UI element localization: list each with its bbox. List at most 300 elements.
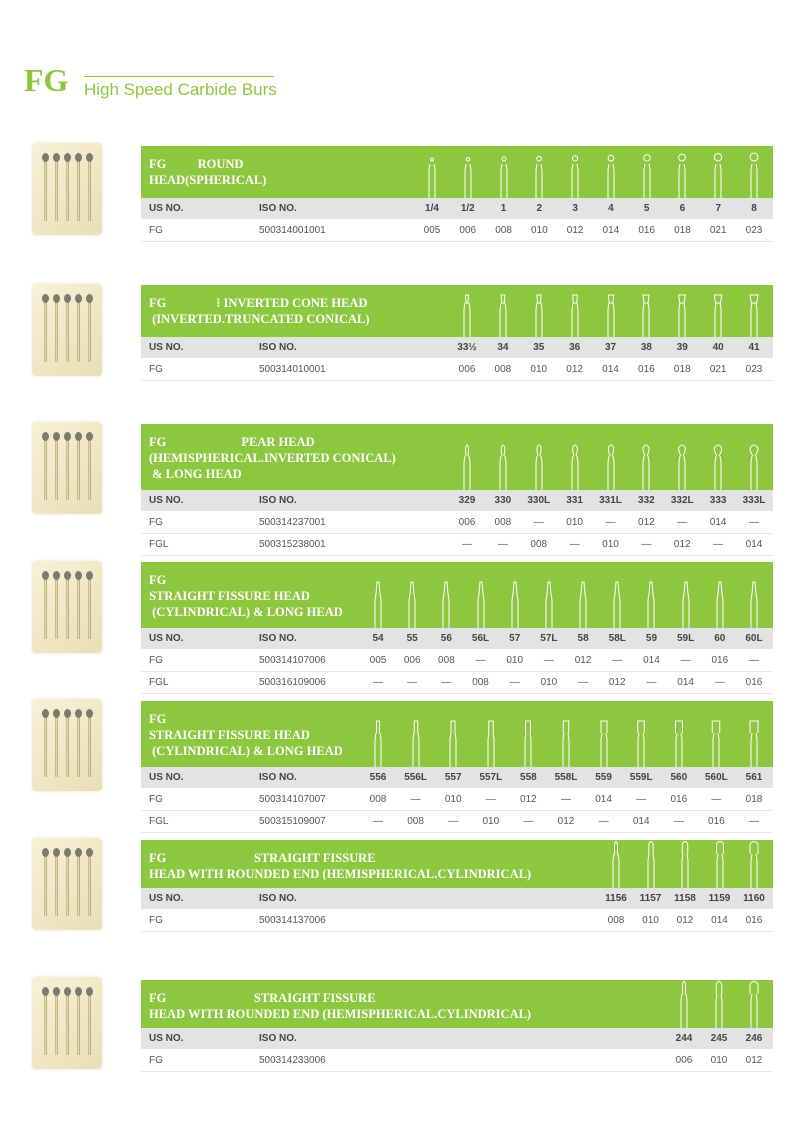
us-number: 332L <box>670 495 694 506</box>
table-header-row <box>141 198 773 219</box>
size-value: 014 <box>677 677 694 688</box>
us-number: 57 <box>509 633 521 644</box>
bur-silhouette-icon <box>596 717 612 767</box>
us-number: 330 <box>494 495 512 506</box>
bur-head <box>75 432 82 441</box>
size-value: 008 <box>438 655 455 666</box>
bur-silhouette-icon <box>567 287 583 337</box>
bur-shank <box>55 991 58 1055</box>
bur-silhouette-icon <box>495 287 511 337</box>
bur-shank <box>44 713 47 777</box>
bur-shank <box>66 852 69 916</box>
table-row <box>141 220 773 242</box>
size-value: 021 <box>709 364 727 375</box>
us-number: 332 <box>638 495 655 506</box>
size-value: 012 <box>673 539 691 550</box>
us-number: 559L <box>629 772 653 783</box>
bur-silhouette-icon <box>746 148 762 198</box>
size-value: — <box>711 794 722 805</box>
size-value: 010 <box>566 517 583 528</box>
bur-silhouette-icon <box>483 717 499 767</box>
us-number: 58L <box>608 633 626 644</box>
us-number: 556 <box>369 772 387 783</box>
size-value: 006 <box>675 1055 693 1066</box>
bur-head <box>42 294 49 303</box>
bur-silhouette-icon <box>643 578 659 628</box>
bur-silhouette-icon <box>520 717 536 767</box>
bur-silhouette-icon <box>531 148 547 198</box>
section-title-bar <box>141 980 773 1028</box>
us-number: 60 <box>714 633 726 644</box>
bur-silhouette-icon <box>746 978 762 1028</box>
table-header-row <box>141 490 773 511</box>
table-header-row <box>141 888 773 909</box>
bur-silhouette-icon <box>674 440 690 490</box>
bur-silhouette-icon <box>746 287 762 337</box>
bur-shank <box>77 852 80 916</box>
brand-logo-text: FG <box>24 62 69 98</box>
size-value: 006 <box>459 225 477 236</box>
bur-silhouette-icon <box>639 148 655 198</box>
iso-no-header: ISO NO. <box>259 1033 297 1044</box>
row-type: FG <box>149 655 163 666</box>
bur-shank <box>88 436 91 500</box>
section-title-bar <box>141 285 773 337</box>
us-number: 331L <box>599 495 622 506</box>
size-value: — <box>677 517 688 528</box>
section-title-bar <box>141 701 773 767</box>
bur-head <box>64 153 71 162</box>
bur-head <box>86 432 93 441</box>
size-value: — <box>749 816 759 827</box>
size-value: — <box>578 677 589 688</box>
size-value: 012 <box>566 364 583 375</box>
bur-silhouette-icon <box>710 287 726 337</box>
size-value: — <box>713 539 724 550</box>
us-number: 3 <box>572 203 578 214</box>
size-value: 008 <box>530 539 548 550</box>
us-number: 331 <box>566 495 583 506</box>
product-photo <box>32 561 102 653</box>
size-value: 016 <box>745 915 763 926</box>
bur-shank <box>66 436 69 500</box>
size-value: — <box>407 677 418 688</box>
size-value: — <box>714 677 725 688</box>
size-value: 008 <box>472 677 489 688</box>
bur-silhouette-icon <box>473 578 489 628</box>
size-value: 008 <box>369 794 387 805</box>
table-row <box>141 789 773 811</box>
size-value: 023 <box>745 364 763 375</box>
table-header-row <box>141 337 773 358</box>
section-title: FG STRAIGHT FISSURE HEAD WITH ROUNDED END (HEMISPHERICAL.CYLINDRICAL) <box>149 991 532 1021</box>
size-value: 014 <box>643 655 660 666</box>
size-value: 005 <box>369 655 387 666</box>
table-row <box>141 910 773 932</box>
bur-shank <box>44 157 47 221</box>
bur-head <box>42 848 49 857</box>
size-value: 010 <box>530 225 548 236</box>
bur-shank <box>66 575 69 639</box>
table-row <box>141 672 773 694</box>
us-number: 333 <box>709 495 727 506</box>
us-number: 57L <box>540 633 558 644</box>
size-value: 012 <box>638 517 655 528</box>
size-value: — <box>646 677 657 688</box>
size-value: 016 <box>745 677 763 688</box>
size-value: — <box>561 794 571 805</box>
us-number: 56 <box>440 633 452 644</box>
bur-shank <box>77 157 80 221</box>
bur-silhouette-icon <box>567 440 583 490</box>
size-value: 006 <box>458 517 476 528</box>
us-no-header: US NO. <box>149 633 184 644</box>
us-number: 35 <box>533 342 545 353</box>
us-no-header: US NO. <box>149 495 184 506</box>
bur-silhouette-icon <box>445 717 461 767</box>
us-no-header: US NO. <box>149 203 184 214</box>
bur-shank <box>88 852 91 916</box>
us-number: 60L <box>745 633 763 644</box>
size-value: 016 <box>708 816 725 827</box>
table-header-row <box>141 628 773 649</box>
size-value: — <box>543 655 554 666</box>
bur-head <box>42 571 49 580</box>
size-value: 016 <box>711 655 729 666</box>
size-value: — <box>485 794 496 805</box>
size-value: 008 <box>494 364 512 375</box>
bur-silhouette-icon <box>424 148 440 198</box>
bur-silhouette-icon <box>643 838 659 888</box>
us-no-header: US NO. <box>149 342 184 353</box>
bur-silhouette-icon <box>459 287 475 337</box>
bur-shank <box>77 575 80 639</box>
row-type: FG <box>149 364 163 375</box>
us-number: 7 <box>715 203 721 214</box>
bur-shank <box>55 157 58 221</box>
product-photo <box>32 977 102 1069</box>
bur-silhouette-icon <box>603 148 619 198</box>
bur-shank <box>44 575 47 639</box>
table-row <box>141 534 773 556</box>
row-iso-code: 500314107007 <box>259 794 326 805</box>
size-value: 018 <box>674 225 691 236</box>
table-row <box>141 811 773 833</box>
bur-silhouette-icon <box>460 148 476 198</box>
size-value: 018 <box>673 364 691 375</box>
bur-shank <box>88 713 91 777</box>
size-value: — <box>673 816 684 827</box>
bur-silhouette-icon <box>638 440 654 490</box>
section-title-bar <box>141 146 773 198</box>
bur-silhouette-icon <box>674 287 690 337</box>
size-value: 010 <box>540 677 558 688</box>
bur-head <box>42 432 49 441</box>
us-number: 5 <box>643 203 650 214</box>
bur-head <box>75 294 82 303</box>
bur-shank <box>44 852 47 916</box>
bur-silhouette-icon <box>558 717 574 767</box>
bur-silhouette-icon <box>678 578 694 628</box>
bur-head <box>86 709 93 718</box>
bur-silhouette-icon <box>746 440 762 490</box>
bur-head <box>53 294 60 303</box>
bur-head <box>53 709 60 718</box>
size-value: — <box>373 677 383 688</box>
bur-silhouette-icon <box>609 578 625 628</box>
bur-silhouette-icon <box>710 148 726 198</box>
us-number: 560 <box>670 772 688 783</box>
bur-shank <box>88 991 91 1055</box>
bur-head <box>64 987 71 996</box>
us-number: 244 <box>675 1033 693 1044</box>
us-number: 39 <box>676 342 688 353</box>
us-number: 330L <box>527 495 551 506</box>
us-number: 558 <box>520 772 537 783</box>
size-value: — <box>641 539 652 550</box>
size-value: 008 <box>495 225 512 236</box>
section-title: FG STRAIGHT FISSURE HEAD WITH ROUNDED END (HEMISPHERICAL.CYLINDRICAL) <box>149 851 532 881</box>
size-value: 014 <box>709 517 727 528</box>
row-type: FG <box>149 225 163 236</box>
size-value: 008 <box>407 816 424 827</box>
bur-silhouette-icon <box>746 578 762 628</box>
bur-shank <box>77 713 80 777</box>
bur-head <box>53 153 60 162</box>
size-value: 008 <box>607 915 625 926</box>
product-photo <box>32 284 102 376</box>
bur-head <box>64 709 71 718</box>
size-value: 010 <box>642 915 659 926</box>
us-number: 59 <box>645 633 658 644</box>
size-value: 005 <box>423 225 441 236</box>
bur-head <box>75 709 82 718</box>
us-number: 557 <box>444 772 462 783</box>
us-number: 41 <box>748 342 760 353</box>
size-value: — <box>441 677 452 688</box>
us-number: 1156 <box>605 893 627 904</box>
size-value: 006 <box>458 364 476 375</box>
us-number: 55 <box>406 633 418 644</box>
bur-silhouette-icon <box>438 578 454 628</box>
bur-shank <box>44 991 47 1055</box>
size-value: — <box>448 816 459 827</box>
us-number: 558L <box>554 772 578 783</box>
us-number: 8 <box>751 203 757 214</box>
bur-shank <box>44 436 47 500</box>
us-number: 58 <box>577 633 589 644</box>
us-number: 36 <box>569 342 581 353</box>
bur-silhouette-icon <box>746 717 762 767</box>
size-value: 010 <box>710 1055 728 1066</box>
us-number: 557L <box>479 772 503 783</box>
size-value: — <box>475 655 486 666</box>
bur-shank <box>88 575 91 639</box>
bur-silhouette-icon <box>575 578 591 628</box>
bur-head <box>86 987 93 996</box>
size-value: 014 <box>602 364 619 375</box>
table-header-row <box>141 767 773 788</box>
size-value: 010 <box>444 794 462 805</box>
bur-shank <box>55 852 58 916</box>
row-iso-code: 500314233006 <box>259 1055 326 1066</box>
section-title: FG ⁝ INVERTED CONE HEAD (INVERTED.TRUNCATED CONICAL) <box>149 296 370 326</box>
row-type: FG <box>149 915 163 926</box>
us-number: 37 <box>604 342 617 353</box>
bur-silhouette-icon <box>567 148 583 198</box>
size-value: 012 <box>520 794 537 805</box>
bur-head <box>86 153 93 162</box>
us-number: 246 <box>745 1033 763 1044</box>
section-title: FG STRAIGHT FISSURE HEAD (CYLINDRICAL) & LONG HEAD <box>149 573 343 619</box>
size-value: 010 <box>506 655 524 666</box>
table-row <box>141 512 773 534</box>
bur-silhouette-icon <box>496 148 512 198</box>
size-value: — <box>612 655 623 666</box>
bur-silhouette-icon <box>676 978 692 1028</box>
bur-silhouette-icon <box>633 717 649 767</box>
product-photo <box>32 422 102 514</box>
size-value: 014 <box>602 225 620 236</box>
iso-no-header: ISO NO. <box>259 342 297 353</box>
size-value: — <box>680 655 691 666</box>
bur-head <box>86 294 93 303</box>
size-value: 010 <box>530 364 548 375</box>
us-number: 329 <box>458 495 476 506</box>
bur-head <box>86 848 93 857</box>
us-number: 556L <box>404 772 427 783</box>
bur-silhouette-icon <box>712 578 728 628</box>
row-iso-code: 500315238001 <box>259 539 326 550</box>
bur-shank <box>55 436 58 500</box>
bur-shank <box>66 991 69 1055</box>
bur-shank <box>55 298 58 362</box>
bur-silhouette-icon <box>404 578 420 628</box>
us-number: 1 <box>500 203 507 214</box>
bur-silhouette-icon <box>531 440 547 490</box>
us-number: 561 <box>745 772 763 783</box>
section-title-bar <box>141 424 773 490</box>
us-number: 1/4 <box>425 203 439 214</box>
row-type: FGL <box>149 677 169 688</box>
bur-shank <box>66 713 69 777</box>
table-row <box>141 650 773 672</box>
table-header-row <box>141 1028 773 1049</box>
size-value: — <box>598 816 609 827</box>
size-value: — <box>497 539 508 550</box>
row-type: FG <box>149 794 163 805</box>
iso-no-header: ISO NO. <box>259 633 297 644</box>
bur-head <box>53 987 60 996</box>
size-value: 010 <box>602 539 619 550</box>
bur-silhouette-icon <box>495 440 511 490</box>
bur-head <box>75 153 82 162</box>
size-value: — <box>410 794 421 805</box>
size-value: 014 <box>711 915 728 926</box>
bur-head <box>64 294 71 303</box>
size-value: 016 <box>670 794 688 805</box>
bur-silhouette-icon <box>370 578 386 628</box>
size-value: — <box>605 517 616 528</box>
bur-head <box>42 153 49 162</box>
bur-head <box>75 571 82 580</box>
us-no-header: US NO. <box>149 1033 184 1044</box>
bur-shank <box>88 157 91 221</box>
size-value: — <box>749 655 759 666</box>
row-iso-code: 500315109007 <box>259 816 326 827</box>
us-number: 560L <box>704 772 728 783</box>
bur-silhouette-icon <box>708 717 724 767</box>
size-value: 008 <box>494 517 512 528</box>
iso-no-header: ISO NO. <box>259 203 297 214</box>
bur-silhouette-icon <box>638 287 654 337</box>
size-value: 006 <box>403 655 421 666</box>
us-number: 54 <box>372 633 384 644</box>
bur-head <box>86 571 93 580</box>
us-number: 245 <box>710 1033 728 1044</box>
us-number: 33½ <box>457 342 477 353</box>
us-number: 56L <box>471 633 490 644</box>
section-title: FG STRAIGHT FISSURE HEAD (CYLINDRICAL) & LONG HEAD <box>149 712 343 758</box>
row-iso-code: 500314137006 <box>259 915 326 926</box>
us-number: 4 <box>608 203 614 214</box>
bur-silhouette-icon <box>408 717 424 767</box>
us-number: 38 <box>640 342 652 353</box>
us-no-header: US NO. <box>149 893 184 904</box>
size-value: 014 <box>632 816 650 827</box>
bur-silhouette-icon <box>711 978 727 1028</box>
size-value: 012 <box>745 1055 763 1066</box>
row-type: FGL <box>149 816 169 827</box>
size-value: 012 <box>676 915 694 926</box>
bur-head <box>53 432 60 441</box>
bur-head <box>42 709 49 718</box>
iso-no-header: ISO NO. <box>259 495 297 506</box>
row-iso-code: 500314001001 <box>259 225 326 236</box>
product-photo <box>32 838 102 930</box>
bur-silhouette-icon <box>370 717 386 767</box>
bur-silhouette-icon <box>541 578 557 628</box>
row-iso-code: 500314237001 <box>259 517 326 528</box>
us-number: 34 <box>497 342 509 353</box>
row-type: FGL <box>149 539 169 550</box>
us-number: 59L <box>677 633 695 644</box>
us-number: 1/2 <box>460 203 475 214</box>
product-photo <box>32 699 102 791</box>
us-no-header: US NO. <box>149 772 184 783</box>
bur-shank <box>66 298 69 362</box>
bur-silhouette-icon <box>603 287 619 337</box>
section-title-bar <box>141 562 773 628</box>
size-value: 016 <box>638 225 655 236</box>
header-rule <box>84 76 274 77</box>
size-value: 012 <box>608 677 626 688</box>
row-iso-code: 500314010001 <box>259 364 326 375</box>
size-value: — <box>523 816 534 827</box>
product-photo <box>32 143 102 235</box>
bur-head <box>75 987 82 996</box>
bur-silhouette-icon <box>712 838 728 888</box>
us-number: 2 <box>536 203 543 214</box>
size-value: — <box>509 677 520 688</box>
section-title-bar <box>141 840 773 888</box>
iso-no-header: ISO NO. <box>259 893 297 904</box>
bur-shank <box>77 991 80 1055</box>
size-value: 016 <box>638 364 655 375</box>
us-number: 1157 <box>639 893 662 904</box>
size-value: — <box>462 539 472 550</box>
bur-silhouette-icon <box>677 838 693 888</box>
